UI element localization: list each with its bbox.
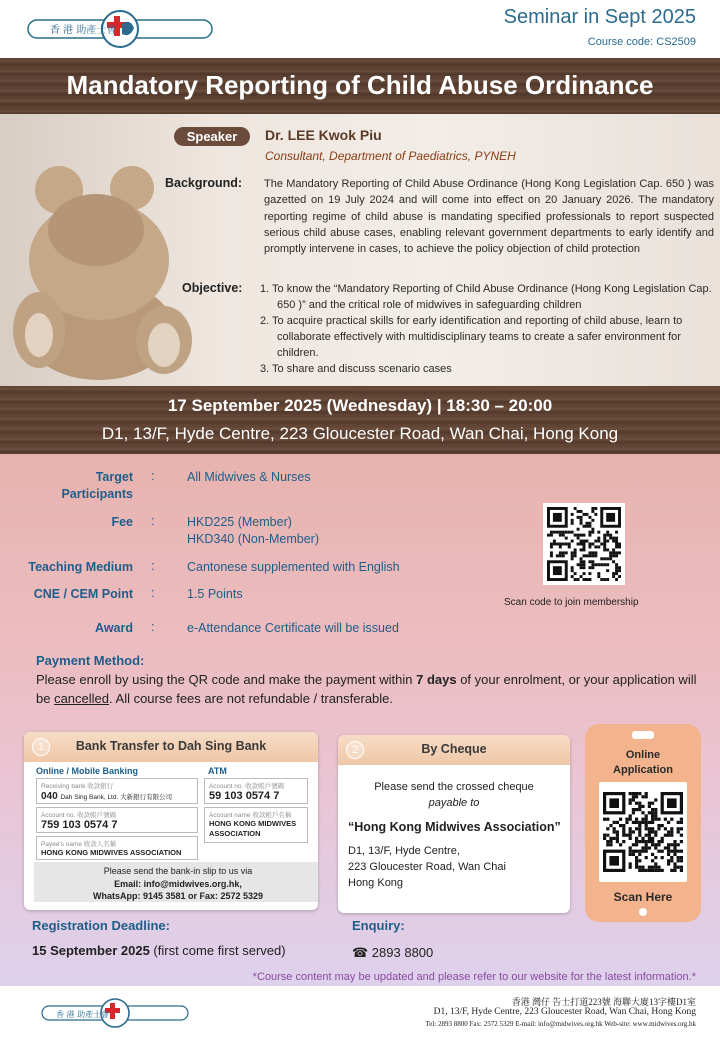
account-number-box bbox=[36, 807, 198, 833]
fee-nonmember: HKD340 (Non-Member) bbox=[187, 532, 319, 546]
cheque-address-line: D1, 13/F, Hyde Centre, bbox=[348, 845, 460, 857]
colon: : bbox=[151, 620, 155, 634]
step-number: 2 bbox=[346, 741, 364, 759]
qr-pattern bbox=[547, 507, 621, 581]
background-text: The Mandatory Reporting of Child Abuse Ordinance (Hong Kong Legislation Cap. 650 ) was gazetted on 19 July 2024 and will come into effect on 20 January 2026. The mandatory reporting regime of child abuse is mandating specified professionals to report suspected serious child abuse cases, enabling relevant government departments to early identify and promptly intervene in cases, to achieve the policy objection of child protection bbox=[264, 178, 714, 256]
payment-cancelled: cancelled bbox=[54, 691, 110, 706]
payment-deadline: 7 days bbox=[416, 672, 457, 687]
cheque-address-line: Hong Kong bbox=[348, 877, 404, 889]
medium-value: Cantonese supplemented with English bbox=[187, 560, 400, 574]
colon: : bbox=[151, 586, 155, 600]
event-venue: D1, 13/F, Hyde Centre, 223 Gloucester Road, Wan Chai, Hong Kong bbox=[101, 424, 619, 443]
svg-text:香 港 助產士會: 香 港 助產士會 bbox=[56, 1010, 110, 1019]
target-label bbox=[0, 469, 133, 503]
target-label-line: Participants bbox=[61, 487, 133, 501]
bank-name: Dah Sing Bank, Ltd. 大新銀行有限公司 bbox=[60, 794, 173, 801]
enquiry-phone[interactable]: ☎ 2893 8800 bbox=[352, 945, 434, 960]
cheque-payee: “Hong Kong Midwives Association” bbox=[348, 820, 561, 834]
objective-item: 2. To acquire practical skills for early identification and reporting of child abuse, learn to collaborate effectively with multidisciplinary teams to create a safer environment for children. bbox=[260, 315, 683, 359]
phone-speaker-icon bbox=[632, 731, 654, 739]
bank-code: 040 bbox=[41, 791, 58, 802]
cne-label: CNE / CEM Point bbox=[33, 587, 133, 601]
association-logo bbox=[26, 8, 214, 50]
scan-join-caption: Scan code to join membership bbox=[504, 597, 639, 608]
bank-in-instructions bbox=[34, 862, 318, 902]
target-value: All Midwives & Nurses bbox=[187, 470, 311, 484]
cheque-card-title: By Cheque bbox=[421, 742, 487, 756]
disclaimer: *Course content may be updated and please refer to our website for the latest information.* bbox=[252, 971, 696, 983]
atm-name-line: HONG KONG MIDWIVES bbox=[209, 819, 297, 828]
objective-item: 3. To share and discuss scenario cases bbox=[260, 363, 452, 375]
deadline-date: 15 September 2025 bbox=[32, 943, 150, 958]
field-caption: Account no. 收款帳戶號碼 bbox=[209, 783, 285, 790]
enquiry-label: Enquiry: bbox=[352, 918, 405, 933]
membership-qr-code[interactable] bbox=[543, 503, 625, 585]
application-qr-code[interactable] bbox=[599, 782, 687, 882]
step-number: 1 bbox=[32, 738, 50, 756]
cheque-payable: payable to bbox=[428, 797, 480, 809]
award-value: e-Attendance Certificate will be issued bbox=[187, 621, 399, 635]
cheque-card-header bbox=[338, 735, 570, 765]
deadline-note: (first come first served) bbox=[149, 943, 286, 958]
registration-deadline-label: Registration Deadline: bbox=[32, 918, 170, 933]
fee-label: Fee bbox=[111, 515, 133, 529]
colon: : bbox=[151, 514, 155, 528]
phone-home-button-icon bbox=[639, 908, 647, 916]
atm-name-value bbox=[209, 819, 296, 839]
field-caption: Account no. 收款帳戶號碼 bbox=[41, 812, 117, 819]
online-banking-label: Online / Mobile Banking bbox=[36, 766, 139, 776]
title-line: Online bbox=[625, 749, 661, 761]
atm-name-line: ASSOCIATION bbox=[209, 829, 261, 838]
background-label: Background: bbox=[165, 176, 243, 190]
scan-here-label: Scan Here bbox=[613, 890, 673, 904]
payment-text bbox=[36, 670, 706, 708]
colon: : bbox=[151, 469, 155, 483]
page-title: Mandatory Reporting of Child Abuse Ordinance bbox=[66, 70, 654, 100]
bank-card-header bbox=[24, 732, 318, 762]
field-caption: Receiving bank 收款銀行 bbox=[41, 783, 114, 790]
payment-text-part: Please enroll by using the QR code and make the payment within bbox=[36, 672, 417, 687]
atm-account-box bbox=[204, 778, 308, 804]
footer-address-en: D1, 13/F, Hyde Centre, 223 Gloucester Road, Wan Chai, Hong Kong bbox=[433, 1007, 696, 1017]
cheque-card bbox=[338, 735, 570, 913]
bank-card-title: Bank Transfer to Dah Sing Bank bbox=[75, 739, 267, 753]
speaker-role: Consultant, Department of Paediatrics, PYNEH bbox=[265, 149, 516, 163]
account-number-value: 759 103 0574 7 bbox=[41, 819, 118, 831]
svg-text:香 港 助產士會: 香 港 助產士會 bbox=[50, 25, 117, 36]
payee-name-box bbox=[36, 836, 198, 860]
payment-text-part: of your enrolment, or your application will be bbox=[36, 672, 697, 706]
title-line: Application bbox=[613, 764, 673, 776]
instruction-email: Email: info@midwives.org.hk, bbox=[114, 878, 242, 889]
course-code: Course code: CS2509 bbox=[587, 36, 696, 48]
objective-list bbox=[260, 281, 716, 377]
cheque-address-line: 223 Gloucester Road, Wan Chai bbox=[348, 861, 506, 873]
online-application-panel[interactable] bbox=[585, 724, 701, 922]
field-caption: Payee's name 收款人名稱 bbox=[41, 841, 117, 848]
cne-value: 1.5 Points bbox=[187, 587, 243, 601]
speaker-name: Dr. LEE Kwok Piu bbox=[265, 127, 382, 143]
objective-label: Objective: bbox=[182, 281, 243, 295]
qr-pattern bbox=[603, 792, 683, 872]
footer-address-zh: 香港 灣仔 告士打道223號 海聯大廈13字樓D1室 bbox=[511, 997, 696, 1007]
award-label: Award bbox=[95, 621, 133, 635]
field-caption: Account name 收款帳戶名稱 bbox=[209, 812, 292, 819]
target-label-line: Target bbox=[95, 470, 133, 484]
colon: : bbox=[151, 559, 155, 573]
atm-name-box bbox=[204, 807, 308, 843]
receiving-bank-value bbox=[41, 791, 172, 802]
cheque-instruction: Please send the crossed cheque bbox=[374, 781, 534, 793]
payee-name-value: HONG KONG MIDWIVES ASSOCIATION bbox=[41, 848, 182, 857]
registration-deadline bbox=[32, 943, 286, 958]
seminar-title: Seminar in Sept 2025 bbox=[503, 6, 696, 28]
atm-account-value: 59 103 0574 7 bbox=[209, 790, 280, 802]
online-application-title bbox=[585, 748, 701, 778]
atm-label: ATM bbox=[208, 766, 227, 776]
instruction-whatsapp: WhatsApp: 9145 3581 or Fax: 2572 5329 bbox=[92, 891, 264, 901]
event-date: 17 September 2025 (Wednesday) | 18:30 – 20:00 bbox=[167, 396, 553, 415]
footer-logo bbox=[40, 996, 190, 1030]
speaker-badge: Speaker bbox=[174, 127, 250, 146]
payment-text-part: . All course fees are not refundable / transferable. bbox=[109, 691, 394, 706]
footer-contact: Tel: 2893 8800 Fax: 2572 5329 E-mail: info@midwives.org.hk Web-site: www.midwives.org.hk bbox=[425, 1020, 696, 1028]
medium-label: Teaching Medium bbox=[28, 560, 133, 574]
instruction-line: Please send the bank-in slip to us via bbox=[103, 866, 253, 876]
receiving-bank-box bbox=[36, 778, 198, 804]
fee-member: HKD225 (Member) bbox=[187, 515, 292, 529]
payment-title: Payment Method: bbox=[36, 653, 145, 668]
bank-transfer-card bbox=[24, 732, 318, 910]
objective-item: 1. To know the “Mandatory Reporting of Child Abuse Ordinance (Hong Kong Legislation Cap. 650 )” and the critical role of midwives in safeguarding children bbox=[260, 283, 712, 311]
